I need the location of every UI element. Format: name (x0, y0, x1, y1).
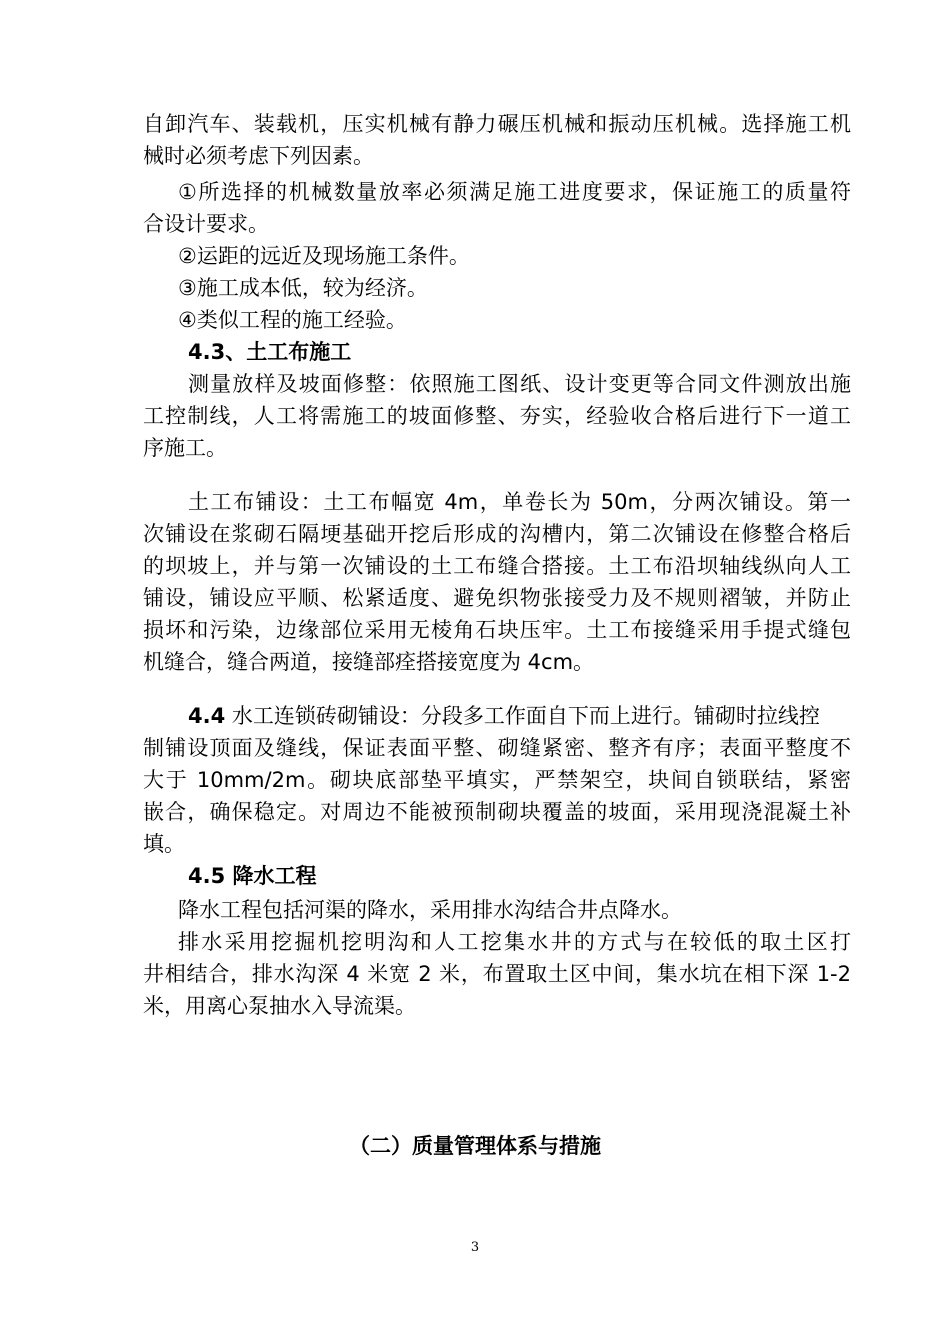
section-4-4-first-line (188, 700, 851, 732)
paragraph-line: 测量放样及坡面修整：依照施工图纸、设计变更等合同文件测放出施 (188, 372, 851, 396)
paragraph-line: 序施工。 (143, 436, 227, 460)
list-item: ③施工成本低，较为经济。 (178, 276, 428, 300)
paragraph-line: 制铺设顶面及缝线，保证表面平整、砌缝紧密、整齐有序；表面平整度不 (143, 736, 851, 760)
list-item: ②运距的远近及现场施工条件。 (178, 244, 470, 268)
page-number: 3 (470, 1240, 480, 1255)
paragraph-line: 工控制线，人工将需施工的坡面修整、夯实，经验收合格后进行下一道工 (143, 404, 851, 428)
paragraph-line: 机缝合，缝合两道，接缝部痊搭接宽度为 4cm。 (143, 650, 595, 674)
paragraph-line: 大于 10mm/2m。砌块底部垫平填实，严禁架空，块间自锁联结，紧密 (143, 768, 851, 792)
heading-4-4-number: 4.4 (188, 704, 226, 728)
paragraph-line: 井相结合，排水沟深 4 米宽 2 米，布置取土区中间，集水坑在相下深 1-2 (143, 962, 851, 986)
paragraph-line: 铺设，铺设应平顺、松紧适度、避免织物张接受力及不规则褶皱，并防止 (143, 586, 851, 610)
paragraph-line: 填。 (143, 832, 185, 856)
paragraph-line: 械时必须考虑下列因素。 (143, 144, 374, 168)
heading-4-5: 4.5 降水工程 (188, 864, 317, 888)
list-item-continuation: 合设计要求。 (143, 212, 269, 236)
paragraph-line: 自卸汽车、装载机，压实机械有静力碾压机械和振动压机械。选择施工机 (143, 112, 851, 136)
paragraph-line: 的坝坡上，并与第一次铺设的土工布缝合搭接。土工布沿坝轴线纵向人工 (143, 554, 851, 578)
paragraph-line: 土工布铺设：土工布幅宽 4m，单卷长为 50m，分两次铺设。第一 (188, 490, 851, 514)
list-item: ①所选择的机械数量放率必须满足施工进度要求，保证施工的质量符 (178, 180, 851, 204)
paragraph-line: 排水采用挖掘机挖明沟和人工挖集水井的方式与在较低的取土区打 (178, 930, 851, 954)
paragraph-line: 降水工程包括河渠的降水，采用排水沟结合井点降水。 (178, 898, 682, 922)
section-heading: （二）质量管理体系与措施 (349, 1134, 601, 1158)
paragraph-text: 水工连锁砖砌铺设：分段多工作面自下而上进行。铺砌时拉线控 (225, 704, 820, 728)
list-item: ④类似工程的施工经验。 (178, 308, 407, 332)
paragraph-line: 次铺设在浆砌石隔埂基础开挖后形成的沟槽内，第二次铺设在修整合格后 (143, 522, 851, 546)
paragraph-line: 米，用离心泵抽水入导流渠。 (143, 994, 416, 1018)
paragraph-line: 嵌合，确保稳定。对周边不能被预制砌块覆盖的坡面，采用现浇混凝土补 (143, 800, 851, 824)
heading-4-3: 4.3、土工布施工 (188, 340, 352, 364)
paragraph-line: 损坏和污染，边缘部位采用无棱角石块压牢。土工布接缝采用手提式缝包 (143, 618, 851, 642)
